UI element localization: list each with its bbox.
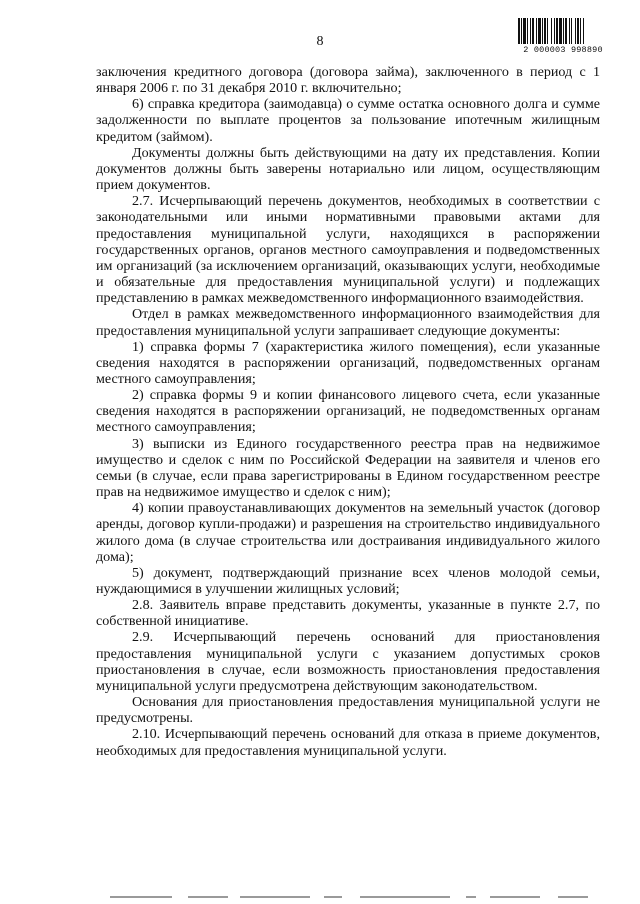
- request-item-2: 2) справка формы 9 и копии финансового лицевого счета, если указанные сведения находятся в распоряжении организаций, не подведомственных органам местного самоуправления;: [96, 387, 600, 436]
- barcode: [518, 18, 608, 55]
- footer-scan-rule: [110, 896, 610, 899]
- section-2-7: 2.7. Исчерпывающий перечень документов, необходимых в соответствии с законодательными или иными нормативными правовыми актами для предоставления муниципальной услуги, находящихся в распоряжении государственных органов, органов местного самоуправления и подведомственных им организаций (за исключением организаций, оказывающих услуги, необходимые и обязательные для предоставления муниципальной услуги) и подлежащих представлению в рамках межведомственного информационного взаимодействия.: [96, 193, 600, 307]
- paragraph-department-request: Отдел в рамках межведомственного информационного взаимодействия для предоставления муниципальной услуги запрашивает следующие документы:: [96, 306, 600, 339]
- document-body: [96, 64, 600, 759]
- paragraph-documents-validity: Документы должны быть действующими на дату их представления. Копии документов должны быть заверены нотариально или лицом, осуществляющим прием документов.: [96, 144, 600, 194]
- barcode-number: 2 000003 998890: [523, 45, 603, 55]
- request-item-1: 1) справка формы 7 (характеристика жилого помещения), если указанные сведения находятся в распоряжении организаций, подведомственных органам местного самоуправления;: [96, 338, 600, 387]
- request-item-4: 4) копии правоустанавливающих документов на земельный участок (договор аренды, договор купли-продажи) и разрешения на строительство индивидуального жилого дома (в случае строительства или достраивания индивидуального жилого дома);: [96, 500, 600, 565]
- section-2-9: 2.9. Исчерпывающий перечень оснований для приостановления предоставления муниципальной услуги с указанием допустимых сроков приостановления в случае, если возможность приостановления предоставления муниципальной услуги предусмотрена действующим законодательством.: [96, 629, 600, 694]
- barcode-bars: [518, 18, 608, 44]
- request-item-5: 5) документ, подтверждающий признание всех членов молодой семьи, нуждающимися в улучшении жилищных условий;: [96, 564, 600, 597]
- paragraph-continuation: заключения кредитного договора (договора займа), заключенного в период с 1 января 2006 г. по 31 декабря 2010 г. включительно;: [96, 64, 600, 97]
- paragraph-no-suspension: Основания для приостановления предоставления муниципальной услуги не предусмотрены.: [96, 694, 600, 727]
- section-2-8: 2.8. Заявитель вправе представить документы, указанные в пункте 2.7, по собственной инициативе.: [96, 597, 600, 630]
- section-2-10: 2.10. Исчерпывающий перечень оснований для отказа в приеме документов, необходимых для предоставления муниципальной услуги.: [96, 726, 600, 759]
- list-item-6: 6) справка кредитора (заимодавца) о сумме остатка основного долга и сумме задолженности по выплате процентов за пользование ипотечным жилищным кредитом (займом).: [96, 96, 600, 145]
- request-item-3: 3) выписки из Единого государственного реестра прав на недвижимое имущество и сделок с ним по Российской Федерации на заявителя и членов его семьи (в случае, если права зарегистрированы в Едином государственном реестре прав на недвижимое имущество и сделок с ним);: [96, 435, 600, 501]
- page-number: 8: [316, 34, 324, 49]
